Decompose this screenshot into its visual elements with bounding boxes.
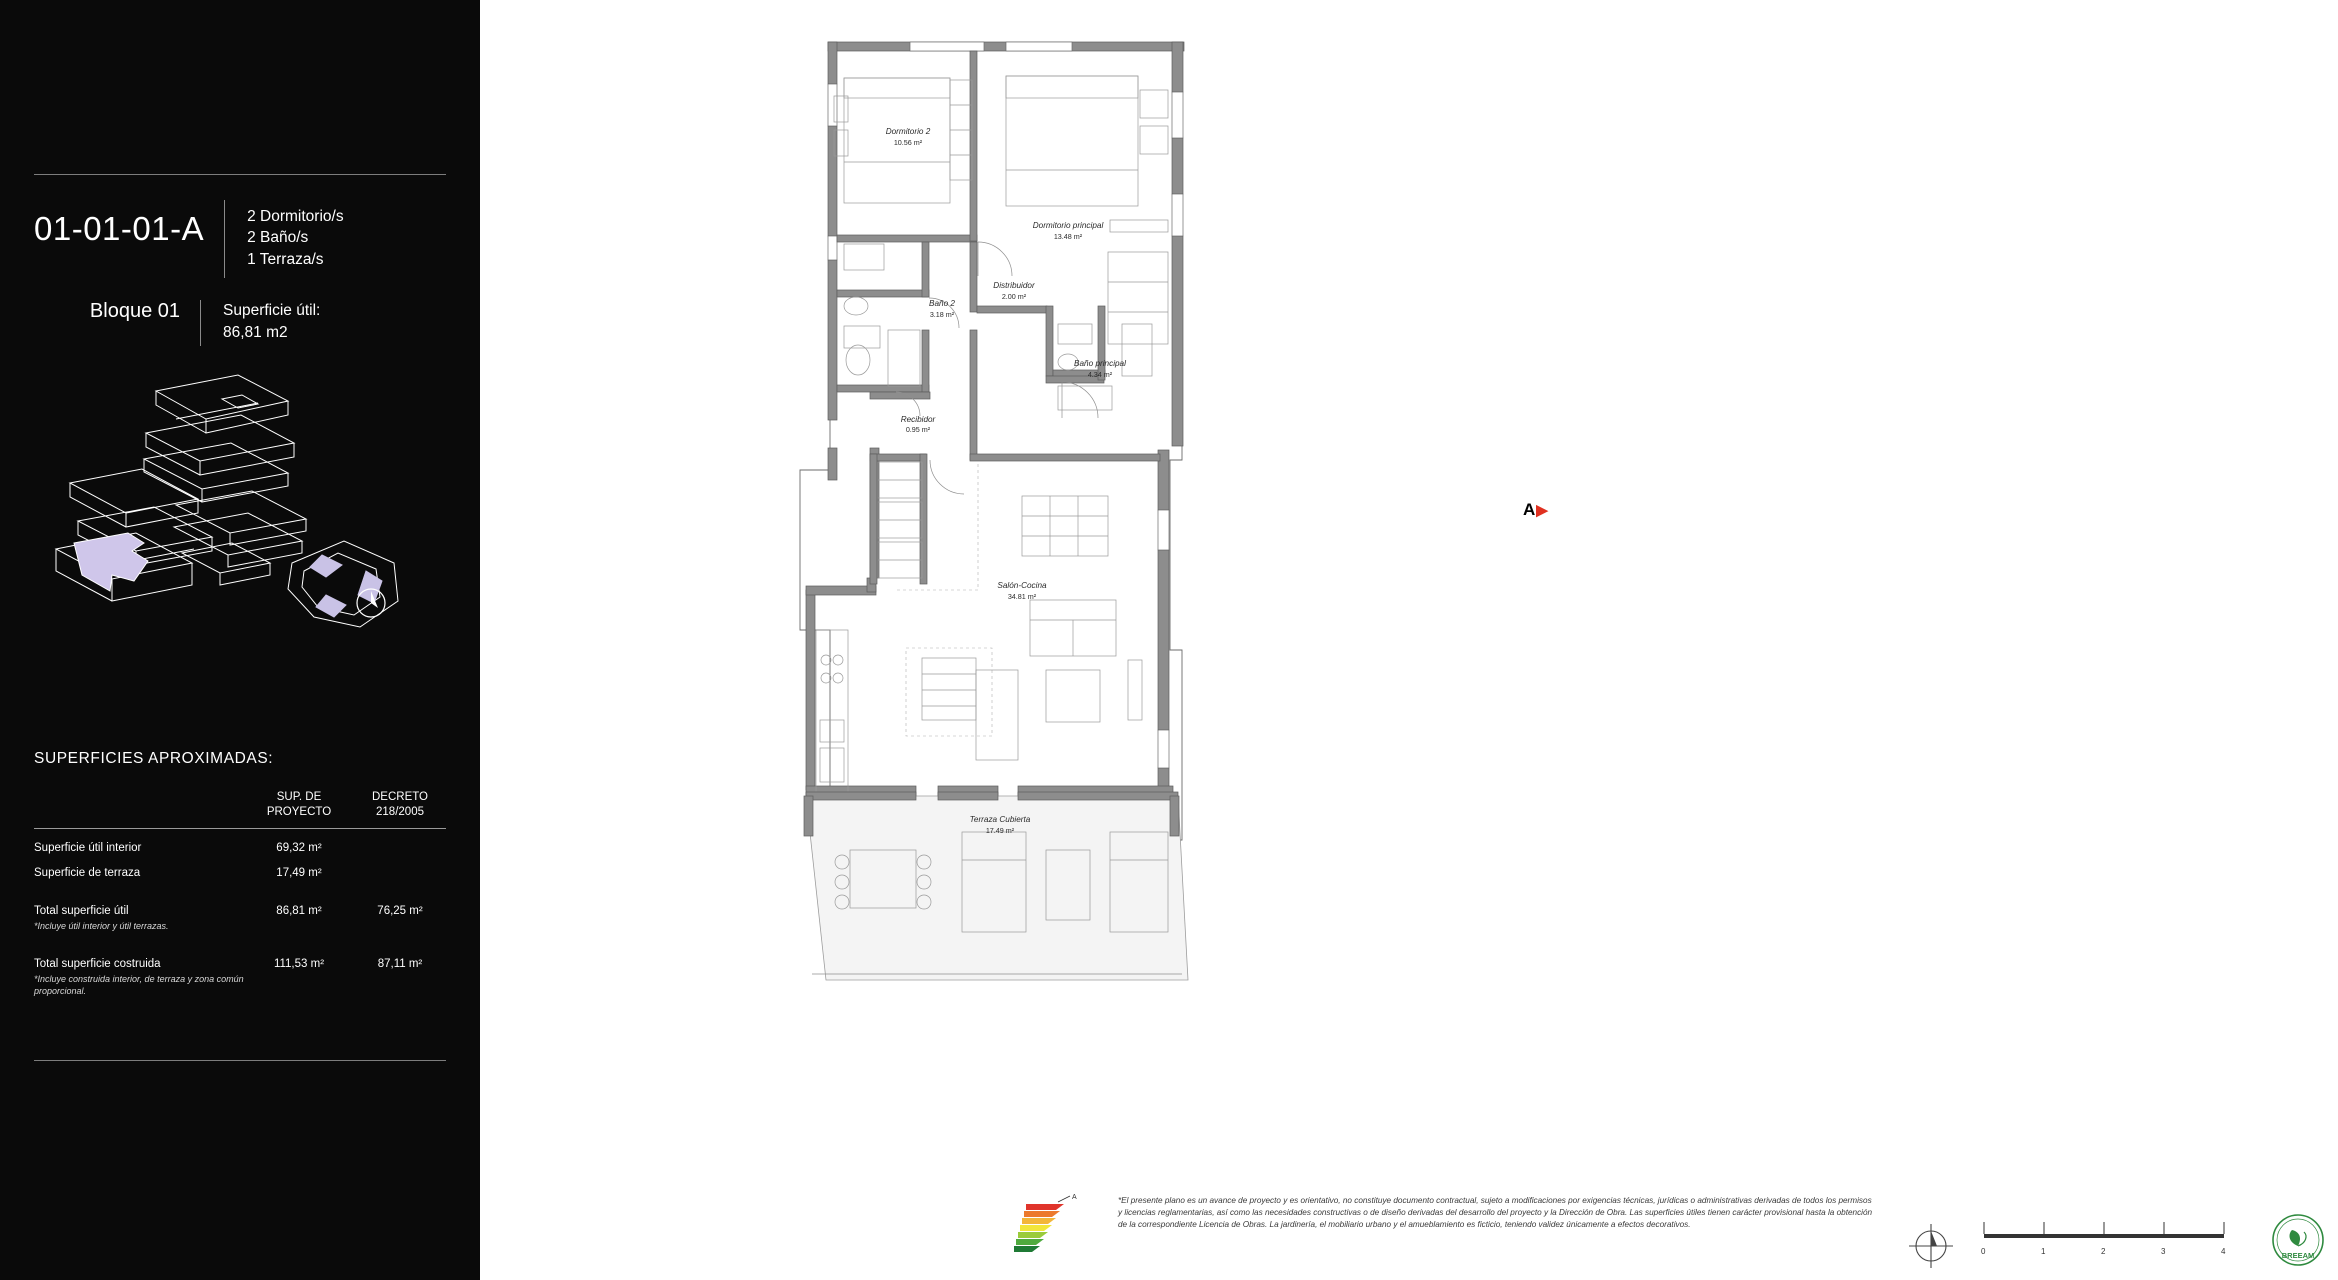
row-project-value: 69,32 m² xyxy=(276,841,322,854)
block-label: Bloque 01 xyxy=(89,300,180,322)
scale-tick-2: 2 xyxy=(2101,1247,2106,1256)
table-header-project xyxy=(244,790,354,820)
room-area: 2.00 m² xyxy=(1001,292,1027,301)
table-row xyxy=(34,867,446,879)
svg-text:BREEAM: BREEAM xyxy=(2281,1251,2315,1260)
spec-bedrooms: 2 Dormitorio/s xyxy=(247,208,344,225)
total-label: Total superficie útil xyxy=(34,904,129,917)
block-row xyxy=(34,300,446,346)
useful-area-value: 86,81 m2 xyxy=(223,323,288,341)
room-name: Dormitorio 2 xyxy=(885,127,931,136)
room-name: Salón-Cocina xyxy=(997,581,1047,590)
energy-rating-icon xyxy=(1010,1190,1090,1260)
spec-bathrooms: 2 Baño/s xyxy=(247,229,309,247)
scale-tick-1: 1 xyxy=(2041,1247,2046,1256)
total-decree-value: 87,11 m² xyxy=(377,958,423,971)
room-name: Dormitorio principal xyxy=(1032,221,1104,230)
site-isometric-diagram xyxy=(26,355,456,645)
unit-header xyxy=(34,200,446,278)
table-row xyxy=(34,842,446,854)
total-decree-value: 76,25 m² xyxy=(377,904,423,917)
spec-terraces: 1 Terraza/s xyxy=(247,250,324,268)
total-group xyxy=(34,905,244,932)
surfaces-title: SUPERFICIES APROXIMADAS: xyxy=(34,750,274,767)
legal-disclaimer: *El presente plano es un avance de proyecto y es orientativo, no constituye documento contractual, sujeto a modificaciones por exigencias técnicas, jurídicas o administrativas derivadas de todos los permisos y licencias reglamentarias, así como las necesidades constructivas o de diseño derivadas del desarrollo del proyecto y la Dirección de Obra. Las superficies útiles tienen carácter provisional hasta la obtención de la correspondiente Licencia de Obras. La jardinería, el mobiliario urbano y el amueblamiento es ficticio, teniendo validez únicamente a efectos decorativos. xyxy=(1118,1196,1873,1229)
room-name: Terraza Cubierta xyxy=(969,815,1031,824)
room-name: Baño principal xyxy=(1074,359,1126,368)
total-label: Total superficie costruida xyxy=(34,958,161,971)
table-divider xyxy=(34,828,446,829)
table-header-decree-l1: DECRETO xyxy=(371,791,429,803)
entry-arrow-icon: ▶ xyxy=(1536,502,1548,519)
row-project-value: 17,49 m² xyxy=(276,866,322,879)
total-group xyxy=(34,958,244,997)
table-header-decree xyxy=(354,790,446,820)
unit-specs xyxy=(247,200,343,278)
total-project-value: 86,81 m² xyxy=(276,904,322,917)
info-panel xyxy=(0,0,480,1280)
total-note: *Incluye construida interior, de terraza y zona común proporcional. xyxy=(34,974,244,997)
room-area: 17.49 m² xyxy=(985,826,1015,835)
room-area: 3.18 m² xyxy=(929,310,955,319)
plan-sheet xyxy=(480,0,2315,1280)
breeam-seal-icon xyxy=(2258,1212,2338,1268)
scale-tick-4: 4 xyxy=(2221,1247,2226,1256)
floor-plan-drawing xyxy=(810,30,1640,1160)
unit-code: 01-01-01-A xyxy=(34,210,205,247)
useful-area-group xyxy=(223,300,320,346)
divider-top xyxy=(34,174,446,175)
room-area: 0.95 m² xyxy=(905,425,931,434)
surfaces-table xyxy=(34,790,446,997)
room-area: 4.34 m² xyxy=(1087,370,1113,379)
scale-tick-0: 0 xyxy=(1981,1247,1986,1256)
room-area: 10.56 m² xyxy=(893,138,923,147)
table-header-project-l2: PROYECTO xyxy=(266,805,332,818)
total-project-value: 111,53 m² xyxy=(273,958,325,971)
divider-bottom xyxy=(34,1060,446,1061)
entry-marker-label: A xyxy=(1523,500,1536,519)
room-area: 13.48 m² xyxy=(1053,232,1083,241)
scale-tick-3: 3 xyxy=(2161,1247,2166,1256)
row-label: Superficie de terraza xyxy=(34,866,141,879)
row-label: Superficie útil interior xyxy=(34,841,142,854)
room-name: Baño 2 xyxy=(929,299,955,308)
room-name: Recibidor xyxy=(900,415,936,424)
table-header-project-l1: SUP. DE xyxy=(276,791,322,803)
table-row-total xyxy=(34,905,446,932)
room-area: 34.81 m² xyxy=(1007,592,1037,601)
vertical-divider-2 xyxy=(200,300,201,346)
scale-bar xyxy=(1980,1216,2240,1256)
vertical-divider xyxy=(224,200,225,278)
table-header-decree-l2: 218/2005 xyxy=(376,805,424,818)
table-header-blank xyxy=(34,790,244,820)
total-note: *Incluye útil interior y útil terrazas. xyxy=(34,920,169,931)
table-header-row xyxy=(34,790,446,820)
room-name: Distribuidor xyxy=(993,281,1035,290)
north-arrow-icon xyxy=(1905,1220,1957,1272)
useful-area-label: Superficie útil: xyxy=(223,302,321,319)
svg-text:A: A xyxy=(1072,1194,1077,1201)
table-row-total xyxy=(34,958,446,997)
